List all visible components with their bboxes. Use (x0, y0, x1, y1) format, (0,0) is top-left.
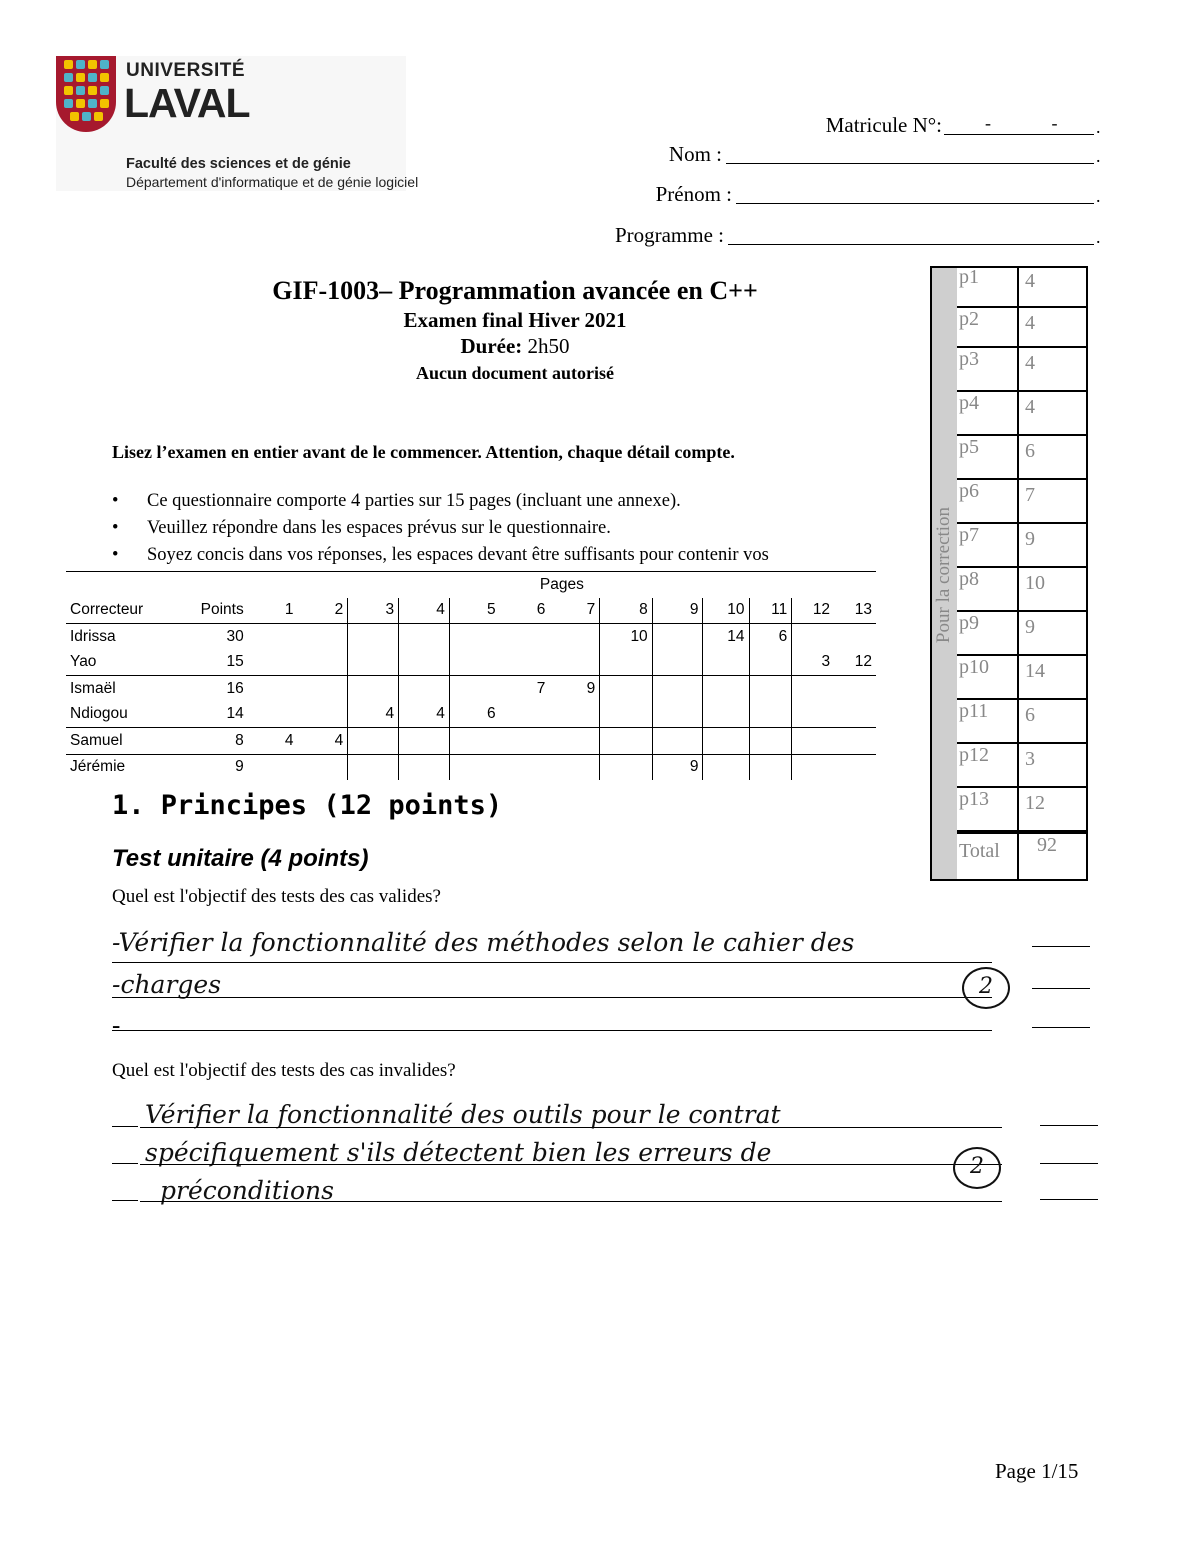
logo-university-line2: LAVAL (124, 80, 250, 126)
score-line[interactable] (1032, 1027, 1090, 1028)
correction-page-score[interactable]: 7 (1019, 480, 1088, 524)
grader-page-cell (834, 624, 876, 650)
duration-value: 2h50 (522, 334, 570, 358)
correction-page-label: p12 (957, 744, 1019, 788)
table-row (66, 754, 876, 780)
table-header-row (66, 572, 876, 598)
grader-page-cell (399, 754, 450, 780)
col-page: 6 (500, 598, 550, 624)
table-header-empty (66, 572, 169, 598)
grader-page-cell: 6 (449, 702, 499, 728)
score-line[interactable] (1032, 946, 1090, 947)
grader-page-cell (600, 676, 652, 702)
grader-points: 16 (226, 679, 244, 697)
exam-title: GIF-1003– Programmation avancée en C++ (272, 276, 758, 305)
correction-page-label: p13 (957, 788, 1019, 834)
score-line[interactable] (1040, 1199, 1098, 1200)
correction-page-score[interactable]: 4 (1019, 308, 1088, 348)
correction-page-label: p4 (957, 392, 1019, 436)
col-page: 10 (703, 598, 749, 624)
col-page: 2 (298, 598, 348, 624)
grader-page-cell: 4 (348, 702, 399, 728)
score-circle: 2 (962, 967, 1010, 1009)
col-correcteur: Correcteur (66, 598, 169, 624)
bullet-dot: • (112, 545, 119, 565)
correction-page-score[interactable]: 4 (1019, 266, 1088, 308)
answer-line-text: -charges (112, 970, 222, 999)
bullet-text: Ce questionnaire comporte 4 parties sur 15 pages (incluant une annexe). (147, 491, 681, 511)
instruction-bullet (112, 491, 681, 512)
col-page: 3 (348, 598, 399, 624)
bullet-text: Soyez concis dans vos réponses, les espaces devant être suffisants pour contenir vos (147, 545, 769, 565)
grader-page-cell (652, 650, 703, 676)
grader-page-cell: 14 (703, 624, 749, 650)
score-line[interactable] (1032, 988, 1090, 989)
col-page: 5 (449, 598, 499, 624)
nom-label: Nom : (668, 142, 722, 166)
grader-page-cell: 4 (399, 702, 450, 728)
prenom-end-dot: . (1096, 186, 1101, 206)
grader-page-cell (834, 702, 876, 728)
grader-points: 15 (169, 650, 248, 676)
correction-page-label: p1 (957, 266, 1019, 308)
grader-page-cell (792, 728, 834, 755)
grader-page-cell (399, 650, 450, 676)
grader-page-cell (348, 624, 399, 650)
grader-page-cell (652, 624, 703, 650)
grader-page-cell (792, 754, 834, 780)
grader-page-cell (792, 676, 834, 702)
answer-line-text: préconditions (160, 1176, 334, 1205)
correction-page-score[interactable]: 4 (1019, 348, 1088, 392)
faculty-name: Faculté des sciences et de génie (126, 156, 351, 172)
grader-page-cell (399, 728, 450, 755)
answer-line-text: - (112, 1012, 121, 1039)
grader-page-cell (549, 702, 599, 728)
answer-line-text: spécifiquement s'ils détectent bien les erreurs de (145, 1138, 772, 1167)
nom-end-dot: . (1096, 146, 1101, 166)
grader-table (66, 571, 876, 780)
grader-page-cell (834, 754, 876, 780)
exam-subtitle: Examen final Hiver 2021 (403, 308, 627, 332)
grader-page-cell: 4 (298, 728, 348, 755)
score-line[interactable] (1040, 1125, 1098, 1126)
bullet-dot: • (112, 518, 119, 538)
table-row (66, 702, 876, 728)
correction-page-score[interactable]: 12 (1019, 788, 1088, 834)
grader-page-cell (248, 650, 298, 676)
matricule-field[interactable] (944, 134, 1094, 135)
grader-page-cell (703, 728, 749, 755)
grader-points: 9 (235, 758, 244, 776)
instruction-bullet (112, 545, 769, 566)
grader-page-cell: 10 (600, 624, 652, 650)
answer-line[interactable] (112, 997, 992, 998)
correction-page-score[interactable]: 10 (1019, 568, 1088, 612)
table-header-empty (169, 572, 248, 598)
grader-page-cell: 4 (248, 728, 298, 755)
grader-name: Ismaël (70, 679, 116, 697)
grader-points: 30 (226, 627, 244, 645)
question-valid-cases: Quel est l'objectif des tests des cas valides? (112, 886, 441, 907)
grader-page-cell (298, 650, 348, 676)
university-shield-logo (56, 56, 116, 132)
grader-page-cell (248, 754, 298, 780)
answer-line[interactable] (112, 962, 992, 963)
grader-page-cell (834, 676, 876, 702)
grader-points: 14 (169, 702, 248, 728)
grader-page-cell (792, 702, 834, 728)
answer-line[interactable] (140, 1127, 1002, 1128)
grader-page-cell (449, 728, 499, 755)
answer-line[interactable] (140, 1201, 1002, 1202)
correction-page-label: p2 (957, 308, 1019, 348)
answer-line-text: -Vérifier la fonctionnalité des méthodes selon le cahier des (112, 928, 855, 957)
grader-page-cell (500, 728, 550, 755)
grader-page-cell: 12 (834, 650, 876, 676)
answer-line[interactable] (140, 1164, 1002, 1165)
grader-page-cell (248, 702, 298, 728)
grader-page-cell: 7 (536, 679, 546, 697)
department-name: Département d'informatique et de génie logiciel (126, 174, 419, 190)
correction-page-score[interactable]: 9 (1019, 612, 1088, 656)
grader-page-cell: 6 (749, 624, 792, 650)
page-number: Page 1/15 (995, 1459, 1079, 1483)
col-points: Points (169, 598, 248, 624)
pages-header: Pages (248, 572, 876, 598)
col-page: 7 (549, 598, 599, 624)
correction-total-label: Total (957, 834, 1019, 881)
prenom-field[interactable] (736, 203, 1094, 204)
grader-page-cell (703, 650, 749, 676)
correction-page-label: p9 (957, 612, 1019, 656)
answer-line[interactable] (112, 1030, 992, 1031)
grader-name: Ndiogou (66, 702, 169, 728)
col-page: 9 (652, 598, 703, 624)
grader-page-cell (792, 624, 834, 650)
answer-dash (112, 1126, 138, 1127)
correction-page-label: p5 (957, 436, 1019, 480)
grader-page-cell (348, 676, 399, 702)
grader-page-cell: 9 (652, 754, 703, 780)
programme-end-dot: . (1096, 227, 1101, 247)
subsection-heading: Test unitaire (4 points) (112, 845, 369, 872)
grader-page-cell (298, 676, 348, 702)
grader-page-cell (749, 650, 792, 676)
bullet-dot: • (112, 491, 119, 511)
grader-page-cell (298, 624, 348, 650)
programme-label: Programme : (614, 223, 724, 247)
col-page: 13 (834, 598, 876, 624)
prenom-label: Prénom : (655, 182, 732, 206)
grader-page-cell (348, 728, 399, 755)
grader-page-cell (703, 676, 749, 702)
grader-page-cell (600, 702, 652, 728)
matricule-label: Matricule N°: (825, 113, 942, 137)
correction-page-score[interactable]: 4 (1019, 392, 1088, 436)
grader-page-cell (449, 754, 499, 780)
correction-page-label: p7 (957, 524, 1019, 568)
programme-field[interactable] (728, 244, 1094, 245)
col-page: 4 (399, 598, 450, 624)
grader-page-cell (399, 676, 450, 702)
correction-page-score[interactable]: 3 (1019, 744, 1088, 788)
grader-page-cell (549, 650, 599, 676)
grader-page-cell (749, 676, 792, 702)
correction-page-score[interactable]: 9 (1019, 524, 1088, 568)
correction-label: Pour la correction (933, 506, 954, 644)
grader-page-cell (549, 624, 599, 650)
section-heading: 1. Principes (12 points) (112, 790, 503, 821)
grader-name: Idrissa (70, 627, 116, 645)
grader-page-cell (703, 702, 749, 728)
correction-page-label: p11 (957, 700, 1019, 744)
grader-page-cell (652, 676, 703, 702)
grader-page-cell (449, 624, 499, 650)
grader-page-cell (500, 702, 550, 728)
score-circle: 2 (953, 1147, 1001, 1189)
col-page: 11 (749, 598, 792, 624)
grader-page-cell (834, 728, 876, 755)
grader-page-cell: 3 (792, 650, 834, 676)
grader-name: Yao (66, 650, 169, 676)
grader-page-cell (600, 650, 652, 676)
grader-points: 8 (169, 728, 248, 755)
nom-field[interactable] (726, 163, 1094, 164)
score-line[interactable] (1040, 1163, 1098, 1164)
grader-page-cell (500, 650, 550, 676)
correction-page-label: p6 (957, 480, 1019, 524)
grader-page-cell (749, 728, 792, 755)
grader-page-cell (549, 754, 599, 780)
main-instruction: Lisez l’examen en entier avant de le commencer. Attention, chaque détail compte. (112, 442, 735, 462)
table-row (66, 624, 876, 650)
grader-page-cell (399, 624, 450, 650)
grader-page-cell (348, 650, 399, 676)
logo-university-line1: UNIVERSITÉ (126, 60, 246, 81)
answer-dash (112, 1163, 138, 1164)
grader-page-cell (449, 650, 499, 676)
correction-total-value[interactable]: 92 (1037, 834, 1057, 856)
correction-page-label: p3 (957, 348, 1019, 392)
correction-page-label: p8 (957, 568, 1019, 612)
no-document-notice: Aucun document autorisé (415, 363, 614, 383)
grader-page-cell (298, 702, 348, 728)
correction-page-label: p10 (957, 656, 1019, 700)
grader-page-cell (600, 728, 652, 755)
grader-page-cell (500, 754, 550, 780)
grader-page-cell (749, 754, 792, 780)
col-page: 8 (600, 598, 652, 624)
question-invalid-cases: Quel est l'objectif des tests des cas invalides? (112, 1060, 456, 1081)
grader-page-cell (652, 728, 703, 755)
grader-page-cell (449, 676, 499, 702)
matricule-separators: - - (985, 113, 1086, 133)
correction-page-score[interactable]: 6 (1019, 700, 1088, 744)
correction-page-score[interactable]: 14 (1019, 656, 1088, 700)
grader-page-cell (600, 754, 652, 780)
grader-page-cell (749, 702, 792, 728)
grader-page-cell (703, 754, 749, 780)
bullet-text: Veuillez répondre dans les espaces prévus sur le questionnaire. (147, 518, 611, 538)
grader-page-cell (298, 754, 348, 780)
correction-page-score[interactable]: 6 (1019, 436, 1088, 480)
duration-label: Durée: (460, 334, 523, 358)
table-row (66, 728, 876, 755)
grader-page-cell (500, 624, 550, 650)
matricule-end-dot: . (1096, 117, 1101, 137)
col-page: 1 (248, 598, 298, 624)
grader-name: Jérémie (70, 758, 126, 776)
answer-line-text: Vérifier la fonctionnalité des outils pour le contrat (145, 1100, 781, 1129)
grader-page-cell (248, 676, 298, 702)
correction-total-separator (957, 830, 1088, 834)
grader-page-cell (549, 728, 599, 755)
table-row (66, 650, 876, 676)
grader-page-cell (348, 754, 399, 780)
answer-dash (112, 1200, 138, 1201)
col-page: 12 (792, 598, 834, 624)
exam-duration (165, 334, 865, 359)
grader-name: Samuel (66, 728, 169, 755)
grader-page-cell: 9 (549, 676, 599, 702)
grader-page-cell (248, 624, 298, 650)
grader-page-cell (652, 702, 703, 728)
table-row (66, 676, 876, 702)
instruction-bullet (112, 518, 611, 539)
table-column-header-row (66, 598, 876, 624)
